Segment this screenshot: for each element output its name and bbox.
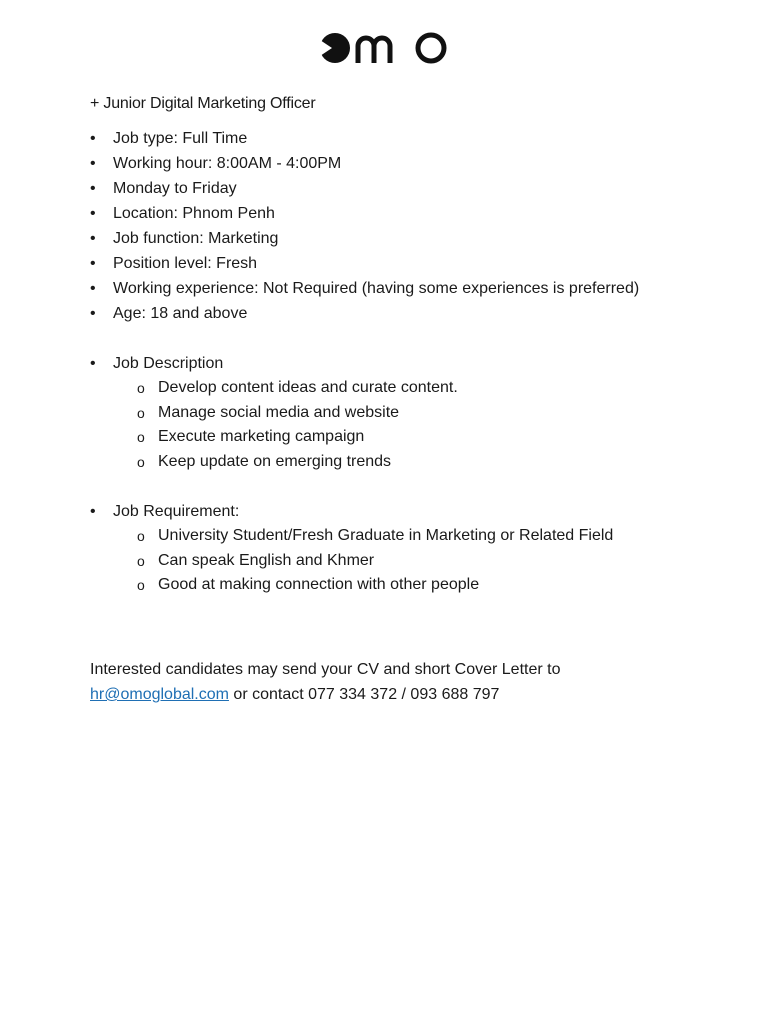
detail-job-function: • Job function: Marketing [90,226,710,251]
job-requirement-item: o University Student/Fresh Graduate in Marketing or Related Field [113,524,710,549]
job-description-heading-text: Job Description [113,355,224,372]
job-details-list [90,126,710,326]
contact-line [90,682,730,707]
job-description-item: o Keep update on emerging trends [113,450,710,475]
job-description-item: o Manage social media and website [113,401,710,426]
job-title: + Junior Digital Marketing Officer [90,95,316,112]
job-requirement-list [113,524,710,598]
job-description-list [113,376,710,474]
job-requirement-heading-text: Job Requirement: [113,503,240,520]
job-description-section [90,351,710,474]
job-requirement-section [90,499,710,598]
detail-working-hour: • Working hour: 8:00AM - 4:00PM [90,151,710,176]
detail-position-level: • Position level: Fresh [90,251,710,276]
omo-logo-icon [318,30,450,66]
email-link[interactable]: hr@omoglobal.com [90,686,229,703]
detail-age: • Age: 18 and above [90,301,710,326]
job-description-item: o Develop content ideas and curate content. [113,376,710,401]
contact-phone-text: or contact 077 334 372 / 093 688 797 [228,686,500,703]
job-requirement-heading [90,499,710,598]
job-description-heading [90,351,710,474]
detail-location: • Location: Phnom Penh [90,201,710,226]
job-description-item: o Execute marketing campaign [113,425,710,450]
job-requirement-item: o Can speak English and Khmer [113,549,710,574]
application-text: Interested candidates may send your CV and short Cover Letter to [90,661,561,678]
detail-days: • Monday to Friday [90,176,710,201]
detail-working-experience: • Working experience: Not Required (having some experiences is preferred) [90,276,710,301]
detail-job-type: • Job type: Full Time [90,126,710,151]
job-requirement-item: o Good at making connection with other people [113,573,710,598]
omo-logo [318,30,450,66]
job-posting [90,92,710,598]
application-instructions [90,657,730,707]
